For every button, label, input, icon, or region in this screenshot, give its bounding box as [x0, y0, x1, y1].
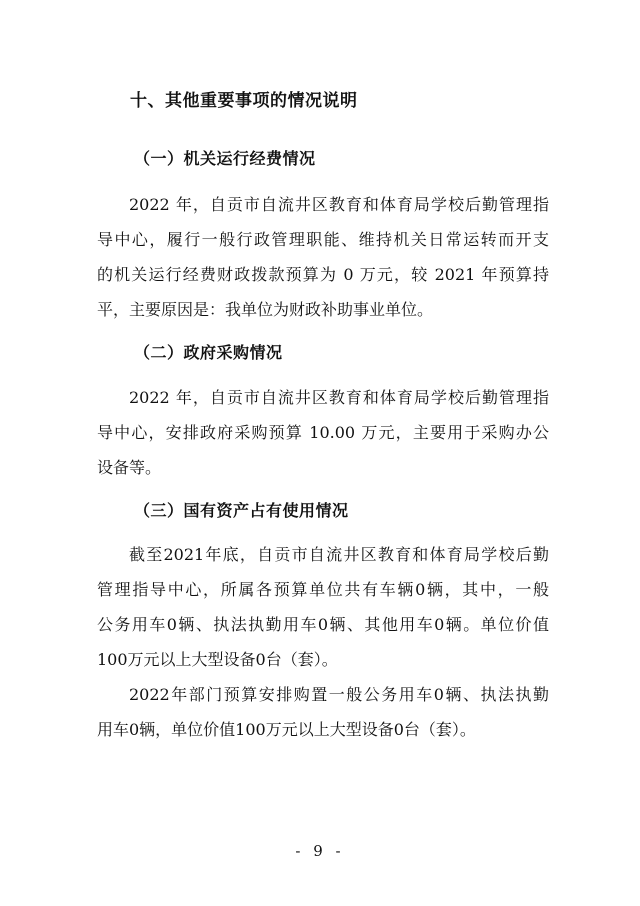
paragraph-line: 管理指导中心，所属各预算单位共有车辆0辆，其中，一般	[97, 580, 549, 599]
page-number: - 9 -	[295, 842, 345, 860]
subsection-title-government-procurement: （二）政府采购情况	[134, 343, 283, 362]
paragraph-government-procurement	[97, 380, 549, 485]
paragraph-state-assets	[97, 537, 549, 677]
paragraph-line: 2022 年，自贡市自流井区教育和体育局学校后勤管理指	[129, 388, 549, 407]
section-title: 十、其他重要事项的情况说明	[130, 91, 358, 111]
subsection-title-operating-expenses: （一）机关运行经费情况	[134, 149, 316, 168]
paragraph-line: 2022 年，自贡市自流井区教育和体育局学校后勤管理指	[129, 195, 549, 214]
paragraph-line: 100万元以上大型设备0台（套）。	[97, 650, 338, 669]
subsection-title-state-assets: （三）国有资产占有使用情况	[134, 501, 349, 520]
paragraph-line: 公务用车0辆、执法执勤用车0辆、其他用车0辆。单位价值	[97, 615, 549, 634]
paragraph-line: 平，主要原因是：我单位为财政补助事业单位。	[97, 300, 434, 319]
paragraph-line: 导中心，履行一般行政管理职能、维持机关日常运转而开支	[97, 230, 549, 249]
paragraph-line: 2022年部门预算安排购置一般公务用车0辆、执法执勤	[129, 685, 549, 704]
paragraph-operating-expenses	[97, 187, 549, 327]
paragraph-line: 用车0辆，单位价值100万元以上大型设备0台（套）。	[97, 720, 476, 739]
paragraph-line: 导中心，安排政府采购预算 10.00 万元，主要用于采购办公	[97, 423, 549, 442]
paragraph-line: 设备等。	[97, 458, 162, 477]
paragraph-line: 截至2021年底，自贡市自流井区教育和体育局学校后勤	[129, 545, 549, 564]
paragraph-line: 的机关运行经费财政拨款预算为 0 万元，较 2021 年预算持	[97, 265, 549, 284]
paragraph-vehicle-purchase	[97, 677, 549, 747]
